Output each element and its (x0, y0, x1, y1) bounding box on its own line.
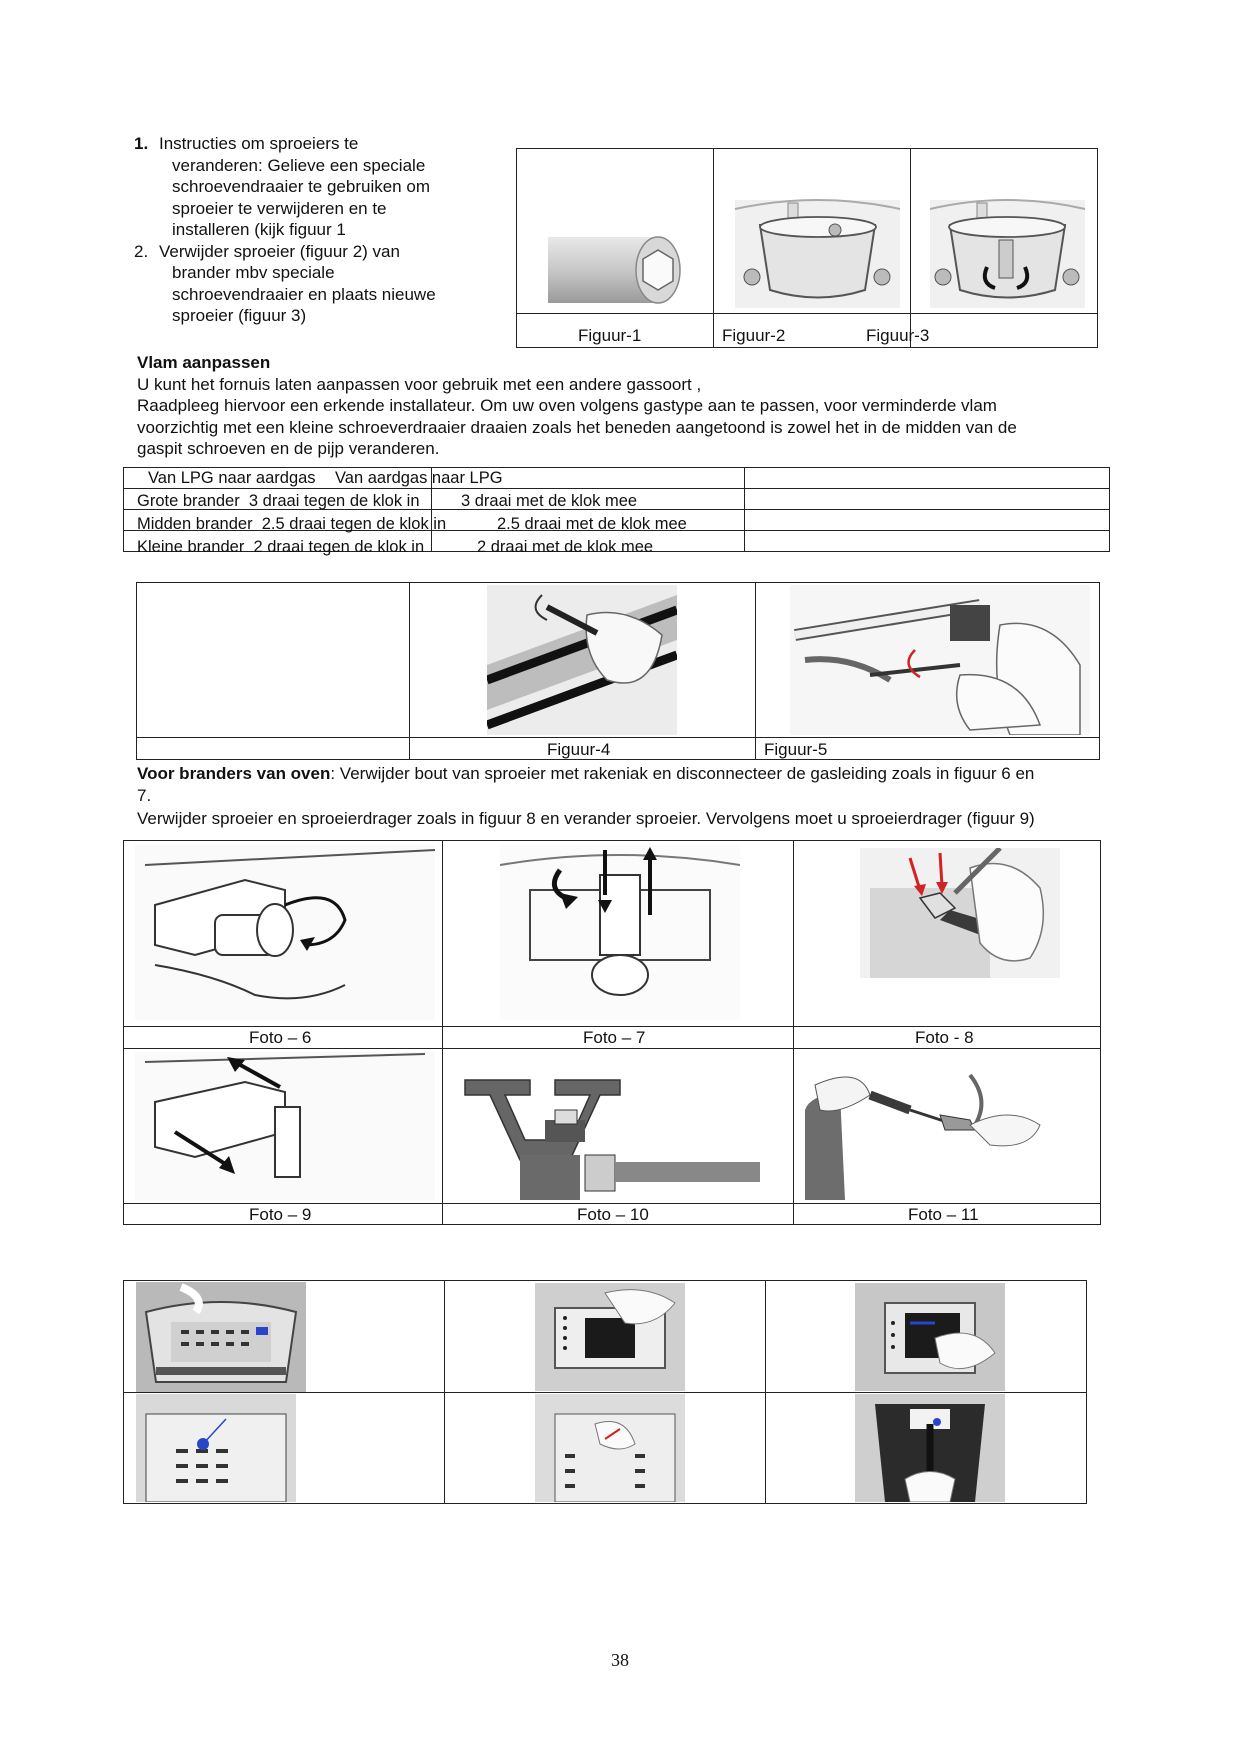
photo-10-caption: Foto – 10 (577, 1205, 649, 1224)
burner-row-small (137, 536, 424, 558)
burner-row-medium-gas: 2.5 draai met de klok mee (497, 515, 687, 533)
photo-row-line (123, 1026, 1101, 1027)
burner-lpg-value: 3 draai tegen de klok in (248, 492, 420, 510)
oven-floor-hand-photo (535, 1283, 685, 1391)
screwdriver-nozzle-illustration (800, 1055, 1090, 1200)
instruction-line: veranderen: Gelieve een speciale (172, 155, 426, 175)
page-number: 38 (611, 1650, 629, 1670)
flame-line: gaspit schroeven en de pijp veranderen. (137, 439, 440, 458)
instruction-item-1 (132, 133, 472, 241)
oven-burner-blue-photo (855, 1283, 1005, 1391)
flame-heading: Vlam aanpassen (137, 353, 271, 372)
oven-pipe-hand-illustration (790, 585, 1090, 735)
item-number: 1. (134, 134, 149, 153)
item-number: 2. (134, 241, 149, 261)
nozzle-holder-hand-illustration (860, 848, 1060, 978)
flame-section (137, 352, 1117, 460)
oven-burner-line: 7. (137, 785, 152, 805)
photo-row-line (123, 1048, 1101, 1049)
oven-burner-screwdriver-photo (855, 1394, 1005, 1502)
burner-cup-illustration (730, 195, 905, 310)
instruction-line: schroevendraaier en plaats nieuwe (172, 284, 436, 304)
screwdriver-hand-illustration (487, 585, 677, 735)
photo-9-caption: Foto – 9 (249, 1205, 312, 1224)
oven-burner-line: Verwijder sproeier en sproeierdrager zoals in figuur 8 en verander sproeier. Vervolgens moet u sproeierdrager (figuur 9) (137, 809, 1035, 828)
burner-row-large (137, 490, 420, 512)
oven-tray-blue-marker-photo (136, 1394, 296, 1502)
burner-name: Kleine brander (137, 538, 245, 556)
instruction-line: Instructies om sproeiers te (159, 134, 359, 153)
burner-name: Midden brander (137, 515, 253, 533)
figure-3-caption: Figuur-3 (866, 326, 930, 345)
burner-row-small-gas: 2 draai met de klok mee (477, 538, 654, 556)
photo-7-caption: Foto – 7 (583, 1028, 646, 1047)
instruction-line: Verwijder sproeier (figuur 2) van (159, 241, 400, 261)
instruction-item-2 (132, 241, 472, 327)
gas-valve-rotate-illustration (135, 845, 435, 1020)
instruction-list (132, 133, 472, 327)
instruction-line: schroevendraaier te gebruiken om (172, 177, 430, 196)
figure-caption-row-line (136, 737, 1100, 738)
burner-lpg-value: 2.5 draai tegen de klok in (261, 515, 447, 533)
table-header-gas-lpg: Van aardgas naar LPG (335, 469, 503, 487)
photo-8-caption: Foto - 8 (915, 1028, 974, 1047)
nozzle-bracket-illustration (460, 1060, 760, 1200)
photo-11-caption: Foto – 11 (908, 1205, 979, 1224)
oven-burner-line: : Verwijder bout van sproeier met rakeniak en disconnecteer de gasleiding zoals in figuur 6 en (330, 764, 1035, 783)
flame-line: voorzichtig met een kleine schroeverdraaier draaien zoals het beneden aangetoond is zowel het in de midden van de (137, 417, 1017, 437)
instruction-line: sproeier te verwijderen en te (172, 198, 387, 218)
figure-empty-cell (136, 582, 410, 760)
burner-row-large-gas: 3 draai met de klok mee (461, 492, 638, 510)
oven-burner-section (137, 763, 1117, 830)
oven-interior-photo (136, 1282, 306, 1392)
photo-6-caption: Foto – 6 (249, 1028, 312, 1047)
photo-row-line (123, 1203, 1101, 1204)
figure-4-caption: Figuur-4 (547, 740, 611, 759)
burner-name: Grote brander (137, 492, 240, 510)
table-header-lpg-gas: Van LPG naar aardgas (148, 469, 316, 487)
burner-rotate-illustration (925, 195, 1090, 310)
figure-5-caption: Figuur-5 (764, 740, 828, 759)
oven-burner-bold: Voor branders van oven (137, 764, 331, 783)
oven-tray-hand-photo (535, 1394, 685, 1502)
hex-socket-illustration (540, 225, 700, 315)
flame-line: Raadpleeg hiervoor een erkende installateur. Om uw oven volgens gastype aan te passen, voor verminderde vlam (137, 396, 997, 415)
figure-1-caption: Figuur-1 (578, 326, 642, 345)
instruction-line: installeren (kijk figuur 1 (172, 220, 346, 239)
flame-line: U kunt het fornuis laten aanpassen voor gebruik met een andere gassoort , (137, 374, 702, 394)
burner-lpg-value: 2 draai tegen de klok in (253, 538, 425, 556)
instruction-line: brander mbv speciale (172, 263, 335, 282)
burner-row-medium (137, 513, 446, 535)
nozzle-unscrew-illustration (500, 845, 740, 1020)
instruction-line: sproeier (figuur 3) (172, 306, 307, 325)
pipe-disconnect-illustration (135, 1052, 435, 1200)
figure-2-caption: Figuur-2 (722, 326, 786, 345)
